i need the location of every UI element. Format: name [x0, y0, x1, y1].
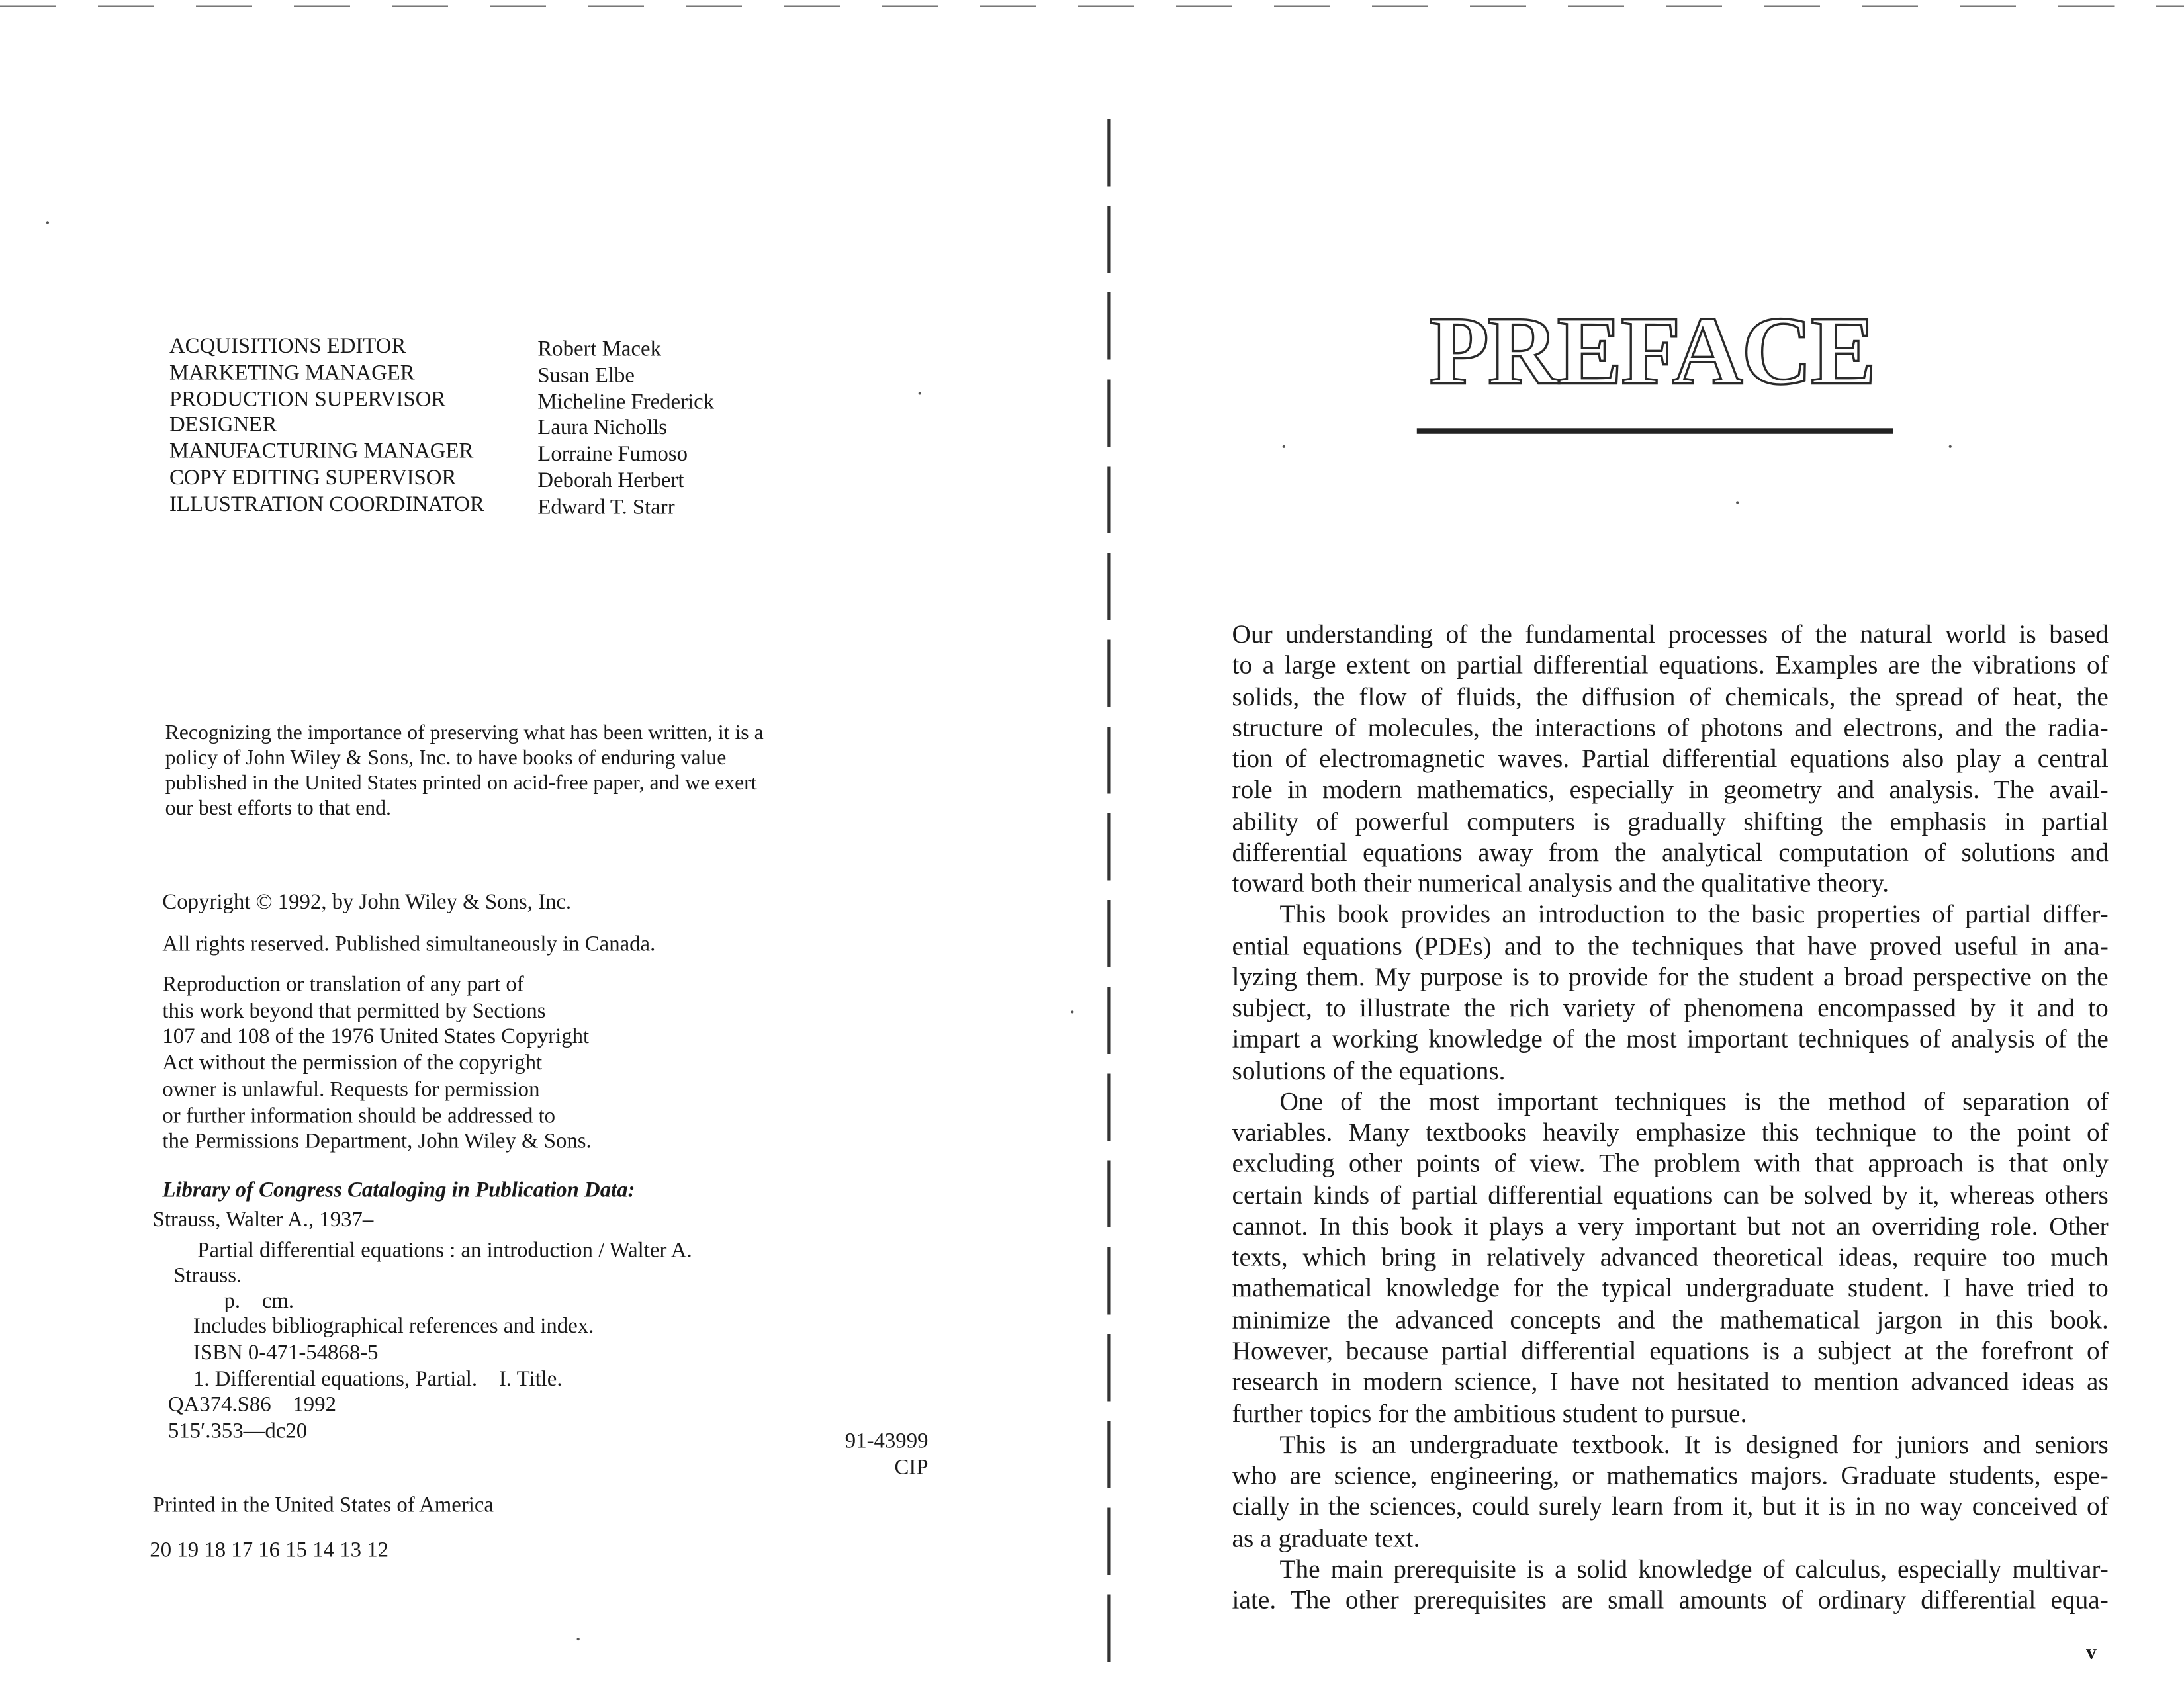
cip-author: Strauss, Walter A., 1937–: [152, 1208, 374, 1232]
scan-speck: [46, 221, 49, 224]
cip-notes: Includes bibliographical references and index.: [193, 1314, 594, 1339]
credit-role: MANUFACTURING MANAGER: [169, 439, 474, 464]
preface-line: solutions of the equations.: [1232, 1056, 1506, 1086]
paper-notice-line: Recognizing the importance of preserving what has been written, it is a: [165, 722, 764, 745]
preface-line: structure of molecules, the interactions of photons and electrons, and the radia-: [1232, 713, 2109, 743]
cip-title-line: Strauss.: [173, 1264, 242, 1288]
preface-line: to a large extent on partial differential equations. Examples are the vibrations of: [1232, 651, 2109, 681]
reproduction-line: Act without the permission of the copyright: [162, 1051, 543, 1075]
print-line: 20 19 18 17 16 15 14 13 12: [150, 1538, 389, 1562]
preface-line: minimize the advanced concepts and the mathematical jargon in this book.: [1232, 1306, 2109, 1335]
preface-line: ability of powerful computers is gradually shifting the emphasis in partial: [1232, 807, 2109, 837]
preface-line: iate. The other prerequisites are small amounts of ordinary differential equa-: [1232, 1585, 2109, 1616]
preface-line: This book provides an introduction to the basic properties of partial differ-: [1279, 900, 2109, 930]
preface-line: role in modern mathematics, especially in geometry and analysis. The avail-: [1232, 776, 2109, 805]
credit-role: COPY EDITING SUPERVISOR: [169, 466, 457, 490]
scan-speck: [919, 392, 921, 394]
preface-line: excluding other points of view. The problem with that approach is that only: [1232, 1149, 2109, 1180]
scan-speck: [1071, 1010, 1073, 1013]
reproduction-line: this work beyond that permitted by Sections: [162, 999, 546, 1023]
scan-speck: [1283, 445, 1285, 448]
credit-name: Lorraine Fumoso: [537, 442, 688, 467]
preface-line: One of the most important techniques is the method of separation of: [1279, 1087, 2109, 1117]
cip-isbn: ISBN 0-471-54868-5: [193, 1341, 379, 1365]
credit-role: ACQUISITIONS EDITOR: [169, 334, 406, 359]
preface-line: who are science, engineering, or mathematics majors. Graduate students, espe-: [1232, 1461, 2109, 1491]
preface-line: subject, to illustrate the rich variety of phenomena encompassed by it and to: [1232, 994, 2109, 1024]
preface-line: certain kinds of partial differential equations can be solved by it, whereas others: [1232, 1181, 2109, 1211]
reproduction-line: owner is unlawful. Requests for permission: [162, 1077, 540, 1102]
credit-name: Deborah Herbert: [537, 468, 684, 493]
preface-line: solids, the flow of fluids, the diffusion of chemicals, the spread of heat, the: [1232, 682, 2109, 712]
page-gutter: [1107, 119, 1109, 1673]
credit-name: Micheline Frederick: [537, 390, 715, 414]
credit-name: Edward T. Starr: [537, 495, 675, 519]
preface-line: lyzing them. My purpose is to provide for the student a broad perspective on the: [1232, 963, 2109, 993]
credit-role: ILLUSTRATION COORDINATOR: [169, 492, 484, 517]
reproduction-notice: [162, 973, 591, 1156]
preface-line: impart a working knowledge of the most important techniques of analysis of the: [1232, 1025, 2109, 1055]
copyright-notice: Copyright © 1992, by John Wiley & Sons, Inc.: [162, 890, 572, 914]
cip-label: CIP: [894, 1456, 929, 1480]
preface-title: PREFACE: [1429, 298, 1875, 406]
reproduction-line: or further information should be addressed to: [162, 1104, 556, 1128]
preface-line: research in modern science, I have not hesitated to mention advanced ideas as: [1232, 1368, 2109, 1398]
paper-notice-line: our best efforts to that end.: [165, 797, 391, 821]
paper-notice: [165, 721, 764, 821]
scan-top-edge: [0, 5, 2184, 7]
title-rule: [1417, 428, 1893, 433]
cip-lc-class: QA374.S86 1992: [167, 1392, 336, 1417]
credit-name: Laura Nicholls: [537, 416, 668, 441]
scan-speck: [1949, 445, 1952, 448]
preface-line: as a graduate text.: [1232, 1523, 1420, 1554]
preface-line: further topics for the ambitious student to pursue.: [1232, 1399, 1747, 1429]
credit-role: DESIGNER: [169, 413, 277, 437]
preface-line: tion of electromagnetic waves. Partial differential equations also play a central: [1232, 744, 2109, 774]
scan-speck: [1736, 501, 1739, 504]
reproduction-line: 107 and 108 of the 1976 United States Copyright: [162, 1025, 590, 1049]
paper-notice-line: policy of John Wiley & Sons, Inc. to have books of enduring value: [165, 747, 727, 770]
page-number: v: [2085, 1642, 2097, 1665]
preface-line: The main prerequisite is a solid knowledge of calculus, especially multivar-: [1279, 1554, 2109, 1585]
cip-heading: Library of Congress Cataloging in Publication Data:: [162, 1179, 635, 1203]
preface-line: texts, which bring in relatively advanced theoretical ideas, require too much: [1232, 1243, 2109, 1273]
paper-notice-line: published in the United States printed on acid-free paper, and we exert: [165, 772, 757, 795]
preface-line: differential equations away from the analytical computation of solutions and: [1232, 838, 2109, 868]
credit-role: PRODUCTION SUPERVISOR: [169, 387, 446, 412]
preface-line: However, because partial differential equations is a subject at the forefront of: [1232, 1337, 2109, 1366]
reproduction-line: the Permissions Department, John Wiley & Sons.: [162, 1130, 592, 1154]
rights-notice: All rights reserved. Published simultaneously in Canada.: [162, 932, 656, 956]
credit-name: Robert Macek: [537, 337, 661, 361]
cip-title-line: Partial differential equations : an introduction / Walter A.: [197, 1239, 692, 1263]
cip-lccn: 91-43999: [844, 1429, 929, 1453]
printed-notice: Printed in the United States of America: [152, 1493, 494, 1518]
cip-physical: p. cm.: [224, 1289, 295, 1314]
preface-line: Our understanding of the fundamental processes of the natural world is based: [1232, 620, 2109, 650]
scan-speck: [577, 1638, 580, 1640]
cip-dewey: 515′.353—dc20: [167, 1419, 308, 1443]
credit-name: Susan Elbe: [537, 363, 635, 388]
preface-line: This is an undergraduate textbook. It is designed for juniors and seniors: [1279, 1430, 2109, 1460]
preface-line: mathematical knowledge for the typical undergraduate student. I have tried to: [1232, 1274, 2109, 1304]
reproduction-line: Reproduction or translation of any part of: [162, 973, 524, 997]
preface-line: toward both their numerical analysis and the qualitative theory.: [1232, 869, 1889, 899]
credit-role: MARKETING MANAGER: [169, 361, 415, 385]
preface-line: cially in the sciences, could surely learn from it, but it is in no way conceived of: [1232, 1492, 2109, 1523]
preface-line: variables. Many textbooks heavily emphasize this technique to the point of: [1232, 1118, 2109, 1148]
cip-subjects: 1. Differential equations, Partial. I. Title.: [193, 1367, 563, 1392]
preface-line: cannot. In this book it plays a very important but not an overriding role. Other: [1232, 1212, 2109, 1242]
preface-line: ential equations (PDEs) and to the techniques that have proved useful in ana-: [1232, 931, 2109, 961]
